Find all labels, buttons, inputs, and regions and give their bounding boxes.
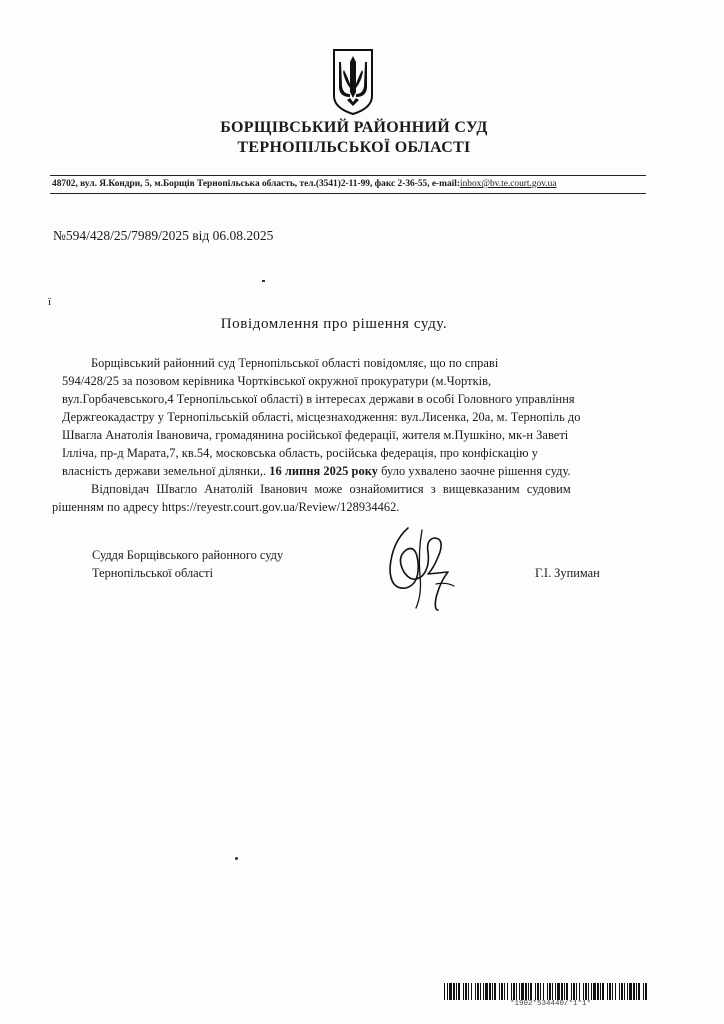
barcode-bar: [571, 983, 572, 1000]
barcode-bar: [585, 983, 587, 1000]
barcode-bar: [480, 983, 481, 1000]
barcode-bar: [543, 983, 544, 1000]
barcode-bar: [468, 983, 469, 1000]
barcode-bar: [485, 983, 488, 1000]
body-line-3: вул.Горбачевського,4 Тернопільської області) в інтересах держави в особі Головного управління: [62, 392, 575, 406]
header-divider-top: [50, 175, 646, 176]
contacts-text: 48702, вул. Я.Кондри, 5, м.Борщів Тернопільська область, тел.(3541)2-11-99, факс 2-36-55, e-mail:: [52, 179, 461, 189]
barcode-bar: [602, 983, 604, 1000]
barcode-bar: [530, 983, 532, 1000]
barcode-bar: [552, 983, 553, 1000]
decision-date: 16 липня 2025 року: [269, 464, 378, 478]
barcode-bar: [465, 983, 467, 1000]
judge-title-line2: Тернопільської області: [92, 566, 214, 580]
barcode-bar: [615, 983, 616, 1000]
header-divider-bottom: [50, 193, 646, 194]
judge-name: Г.І. Зупиман: [535, 566, 600, 580]
body-line-7-start: власність держави земельної ділянки,.: [62, 464, 267, 478]
barcode-bar: [537, 983, 539, 1000]
barcode-bar: [513, 983, 515, 1000]
barcode-bar: [449, 983, 452, 1000]
barcode-bar: [645, 983, 647, 1000]
barcode-bar: [453, 983, 455, 1000]
barcode-bar: [612, 983, 613, 1000]
barcode-bar: [561, 983, 563, 1000]
barcode-bar: [619, 983, 620, 1000]
barcode-bar: [519, 983, 520, 1000]
barcode-bar: [633, 983, 635, 1000]
barcode-bar: [583, 983, 584, 1000]
barcode-bar: [621, 983, 623, 1000]
barcode-bar: [456, 983, 457, 1000]
barcode-bar: [540, 983, 541, 1000]
barcode-bar: [593, 983, 596, 1000]
body-line-2: 594/428/25 за позовом керівника Чортківської окружної прокуратури (м.Чортків,: [62, 374, 492, 388]
barcode-bar: [528, 983, 529, 1000]
barcode-bar: [521, 983, 524, 1000]
barcode-bar: [600, 983, 601, 1000]
court-name-line1: БОРЩІВСЬКИЙ РАЙОННИЙ СУД: [220, 119, 488, 136]
barcode-bar: [458, 983, 460, 1000]
court-name-line2: ТЕРНОПІЛЬСЬКОЇ ОБЛАСТІ: [237, 139, 471, 156]
body-line-7-end: було ухвалено заочне рішення суду.: [381, 464, 571, 478]
barcode-bar: [475, 983, 476, 1000]
body-line-5: Швагла Анатолія Івановича, громадянина російської федерації, жителя м.Пушкіно, мк-н Заветі: [62, 428, 569, 442]
barcode-bar: [629, 983, 632, 1000]
barcode-bar: [494, 983, 496, 1000]
barcode-bar: [463, 983, 464, 1000]
barcode-bar: [591, 983, 592, 1000]
body-line-6: Ілліча, пр-д Марата,7, кв.54, московська область, російська федерація, про конфіскацію у: [62, 446, 538, 460]
scan-mark: [262, 280, 265, 282]
scan-dot: [235, 857, 238, 860]
barcode-bar: [525, 983, 527, 1000]
handwritten-signature: [378, 522, 470, 614]
barcode-bar: [566, 983, 568, 1000]
barcode-bar: [555, 983, 556, 1000]
court-contacts: [52, 179, 652, 189]
barcode-bar: [511, 983, 512, 1000]
barcode-bar: [447, 983, 448, 1000]
barcode-bar: [444, 983, 445, 1000]
barcode-bar: [564, 983, 565, 1000]
barcode-bar: [609, 983, 611, 1000]
barcode-bar: [489, 983, 491, 1000]
barcode-bar: [597, 983, 599, 1000]
body-line-7: [62, 464, 571, 479]
contacts-email: inbox@bv.te.court.gov.ua: [460, 179, 557, 189]
document-reference: №594/428/25/7989/2025 від 06.08.2025: [53, 228, 274, 243]
body-line-9: рішенням по адресу https://reyestr.court.gov.ua/Review/128934462.: [52, 500, 400, 514]
barcode-bar: [547, 983, 548, 1000]
barcode-bar: [504, 983, 505, 1000]
notice-title: Повідомлення про рішення суду.: [220, 316, 448, 332]
barcode-bar: [507, 983, 508, 1000]
barcode-bar: [576, 983, 577, 1000]
barcode-bar: [638, 983, 640, 1000]
barcode-bar: [627, 983, 628, 1000]
judge-title-line1: Суддя Борщівського районного суду: [92, 548, 284, 562]
barcode-text: *1902*534440/*1*1*: [510, 1000, 592, 1008]
barcode-bar: [573, 983, 575, 1000]
barcode-bar: [535, 983, 536, 1000]
barcode-bar: [607, 983, 608, 1000]
body-line-4: Держгеокадастру у Тернопільській області, місцезнаходження: вул.Лисенка, 20а, м. Тернопіль до: [62, 410, 581, 424]
barcode-bar: [499, 983, 500, 1000]
barcode-bar: [636, 983, 637, 1000]
barcode-bar: [501, 983, 503, 1000]
barcode-bar: [588, 983, 589, 1000]
barcode-bar: [516, 983, 517, 1000]
barcode-bar: [624, 983, 625, 1000]
barcode-bar: [483, 983, 484, 1000]
stray-mark: ї: [48, 296, 52, 308]
trident-emblem-icon: [330, 48, 376, 116]
barcode-bar: [579, 983, 580, 1000]
barcode-bar: [557, 983, 560, 1000]
body-line-1: Борщівський районний суд Тернопільської області повідомляє, що по справі: [91, 356, 499, 370]
barcode-bar: [549, 983, 551, 1000]
barcode-bar: [643, 983, 644, 1000]
barcode-bar: [477, 983, 479, 1000]
body-line-8: Відповідач Швагло Анатолій Іванович може ознайомитися з вищевказаним судовим: [91, 482, 571, 496]
barcode-bar: [492, 983, 493, 1000]
barcode-bar: [471, 983, 472, 1000]
document-barcode: [444, 983, 648, 1000]
